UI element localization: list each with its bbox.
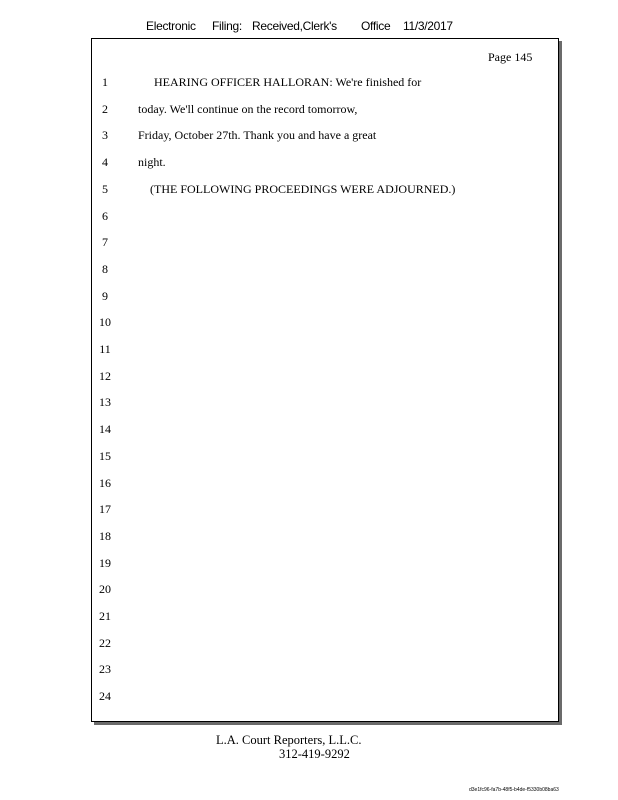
line-text: (THE FOLLOWING PROCEEDINGS WERE ADJOURNED.) [150,182,456,196]
header-date: 11/3/2017 [403,19,453,33]
footer-company: L.A. Court Reporters, L.L.C. [216,733,362,747]
line-text: Friday, October 27th. Thank you and have a great [138,128,377,142]
line-number: 17 [99,502,111,516]
line-number: 19 [99,556,111,570]
line-number: 4 [102,155,108,169]
line-text: HEARING OFFICER HALLORAN: We're finished for [154,75,422,89]
line-number: 5 [102,182,108,196]
line-number: 23 [99,662,111,676]
line-number: 7 [102,235,108,249]
line-number: 6 [102,209,108,223]
line-number: 11 [99,342,111,356]
line-number: 18 [99,529,111,543]
line-number: 10 [99,315,111,329]
line-number: 24 [99,689,111,703]
line-text: night. [138,155,166,169]
line-number: 22 [99,636,111,650]
line-number: 2 [102,102,108,116]
line-number: 13 [99,395,111,409]
line-number: 21 [99,609,111,623]
line-number: 14 [99,422,111,436]
header-filing: Filing: [212,19,242,33]
line-number: 20 [99,582,111,596]
line-text: today. We'll continue on the record tomorrow, [138,102,358,116]
header-label: Electronic [146,19,196,33]
document-id: d3e1fc96-fa7b-48f5-b4de-f5330b08ba63 [469,787,559,793]
page-number: Page 145 [488,50,533,64]
line-number: 15 [99,449,111,463]
footer-phone: 312-419-9292 [279,747,350,761]
line-number: 3 [102,128,108,142]
line-number: 16 [99,476,111,490]
line-number: 12 [99,369,111,383]
line-number: 9 [102,289,108,303]
header-received: Received,Clerk's [252,19,337,33]
header-office: Office [361,19,391,33]
line-number: 8 [102,262,108,276]
line-number: 1 [102,75,108,89]
